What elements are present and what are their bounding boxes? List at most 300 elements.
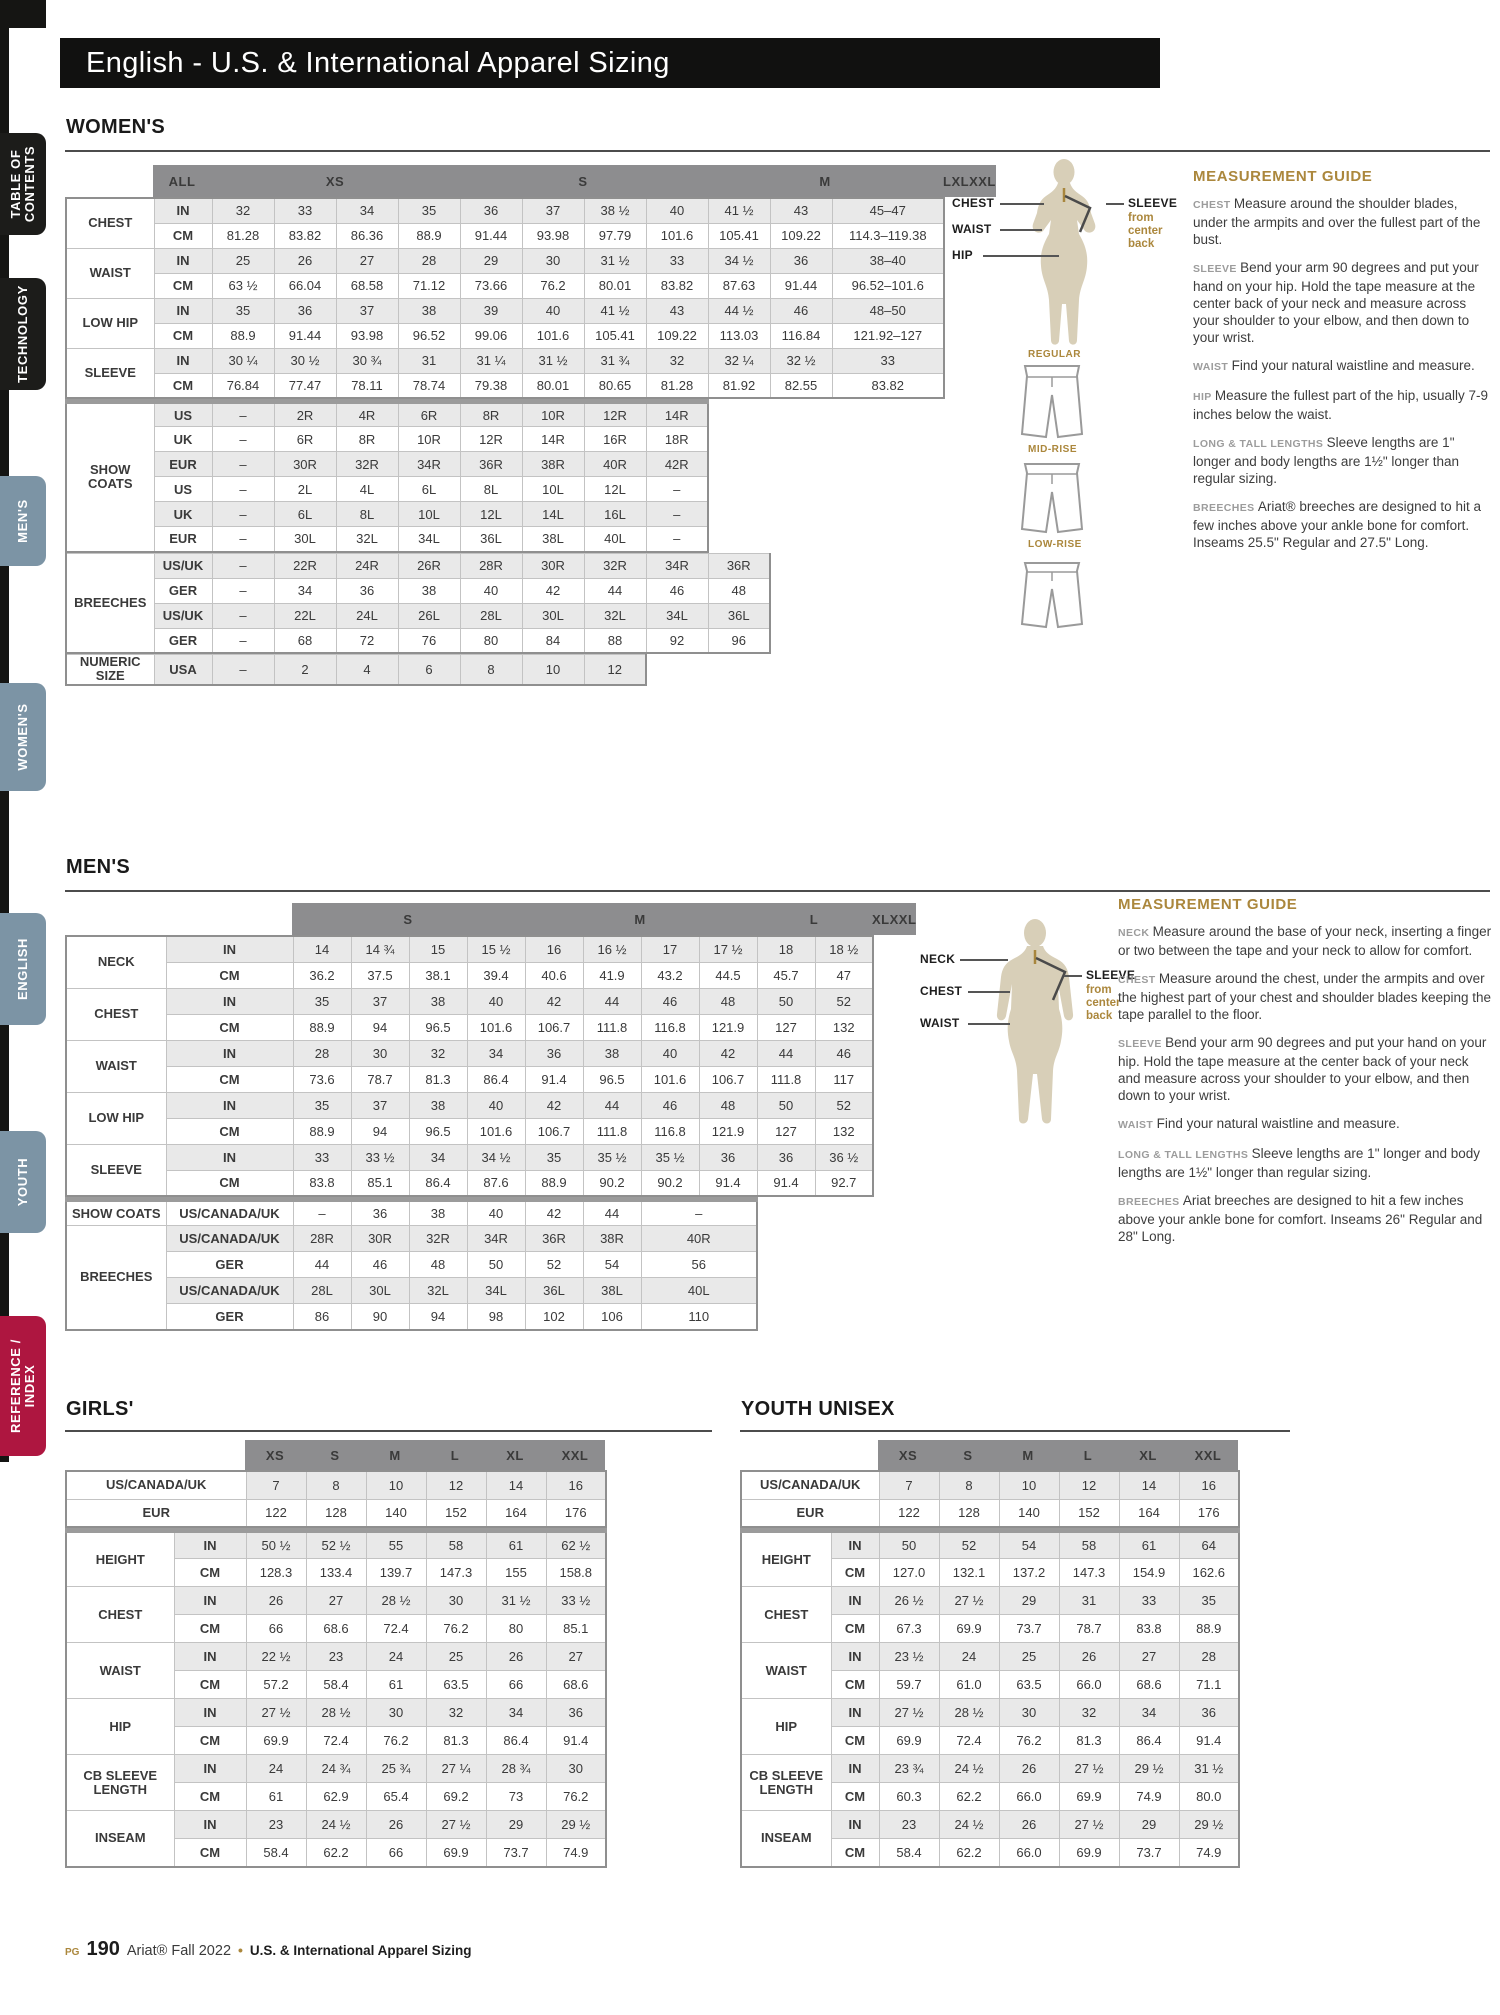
guide-entry: SLEEVE Bend your arm 90 degrees and put your hand on your hip. Hold the tape measure at the center back of your neck and measure across your shoulder to your elbow, and then down to your wrist.: [1193, 260, 1479, 345]
size-header-spacer: [65, 165, 153, 197]
size-value: 37.5: [351, 962, 409, 988]
size-value: 32L: [584, 603, 646, 628]
size-value: 88.9: [1179, 1615, 1239, 1643]
size-value: 7: [879, 1471, 939, 1499]
size-value: 44.5: [699, 962, 757, 988]
size-value: 62.2: [939, 1839, 999, 1867]
sidebar-tab-english[interactable]: [0, 913, 46, 1025]
guide-term: WAIST: [1193, 361, 1232, 373]
size-header-m: M: [365, 1440, 425, 1470]
size-value: 72: [336, 628, 398, 653]
row-label: BREECHES: [66, 553, 154, 653]
size-value: 36L: [460, 527, 522, 552]
sidebar-tab-men-s[interactable]: [0, 476, 46, 566]
unit-label: IN: [831, 1531, 879, 1559]
size-value: 139.7: [366, 1559, 426, 1587]
size-value: 30 ¾: [336, 348, 398, 373]
size-value: 36L: [708, 603, 770, 628]
size-header-xl: XL: [951, 165, 969, 197]
unit-label: IN: [831, 1811, 879, 1839]
size-value: 92: [646, 628, 708, 653]
size-value: 18R: [646, 427, 708, 452]
size-value: 40: [467, 988, 525, 1014]
size-header-xs: XS: [245, 1440, 305, 1470]
unit-label: UK: [154, 502, 212, 527]
row-label: LOW HIP: [66, 298, 154, 348]
size-value: 164: [1119, 1499, 1179, 1527]
size-value: 10: [522, 655, 584, 685]
size-value: 31 ½: [486, 1587, 546, 1615]
unit-label: GER: [166, 1252, 293, 1278]
size-value: 99.06: [460, 323, 522, 348]
size-value: 36R: [525, 1226, 583, 1252]
sidebar-tab-table-of-contents[interactable]: [0, 133, 46, 235]
row-label: WAIST: [66, 1040, 166, 1092]
size-value: 106.7: [525, 1014, 583, 1040]
size-value: 98: [467, 1304, 525, 1330]
size-value: 140: [366, 1499, 426, 1527]
size-value: 27 ½: [1059, 1755, 1119, 1783]
size-value: 96.52: [398, 323, 460, 348]
size-value: 35: [525, 1144, 583, 1170]
size-header-s: S: [305, 1440, 365, 1470]
sidebar-tab-label: TABLE OF CONTENTS: [8, 145, 37, 223]
size-value: 41 ½: [584, 298, 646, 323]
size-value: 38.1: [409, 962, 467, 988]
size-value: 65.4: [366, 1783, 426, 1811]
waist-pointer-line: [1000, 229, 1042, 231]
row-label: US/CANADA/UK: [741, 1471, 879, 1499]
size-value: 34: [486, 1699, 546, 1727]
unit-label: EUR: [154, 527, 212, 552]
youth-size-table: [740, 1440, 1240, 1868]
size-value: 10: [999, 1471, 1059, 1499]
size-value: 86.4: [467, 1066, 525, 1092]
size-value: 113.03: [708, 323, 770, 348]
unit-label: CM: [174, 1559, 246, 1587]
row-label: HEIGHT: [741, 1531, 831, 1587]
size-value: 81.3: [409, 1066, 467, 1092]
pants-label-mid-rise: MID-RISE: [1028, 444, 1077, 455]
row-label: HIP: [66, 1699, 174, 1755]
size-value: 12L: [460, 502, 522, 527]
size-value: 121.9: [699, 1014, 757, 1040]
size-value: 80.0: [1179, 1783, 1239, 1811]
size-value: 91.4: [546, 1727, 606, 1755]
unit-label: IN: [166, 1092, 293, 1118]
mens-section-title: MEN'S: [66, 856, 131, 878]
size-value: 34R: [398, 452, 460, 477]
size-value: 55: [366, 1531, 426, 1559]
size-value: 106.7: [699, 1066, 757, 1092]
size-value: 34L: [646, 603, 708, 628]
size-value: 152: [1059, 1499, 1119, 1527]
size-value: 30: [999, 1699, 1059, 1727]
size-value: 40: [646, 198, 708, 223]
size-value: 34R: [646, 553, 708, 578]
unit-label: EUR: [154, 452, 212, 477]
row-label: WAIST: [66, 248, 154, 298]
size-value: 26 ½: [879, 1587, 939, 1615]
size-value: 68: [274, 628, 336, 653]
size-value: 176: [1179, 1499, 1239, 1527]
size-value: 76: [398, 628, 460, 653]
size-header-xl: XL: [485, 1440, 545, 1470]
size-value: 26: [1059, 1643, 1119, 1671]
size-value: 30R: [522, 553, 584, 578]
size-value: 37: [522, 198, 584, 223]
size-value: 28: [1179, 1643, 1239, 1671]
size-value: 35 ½: [641, 1144, 699, 1170]
size-value: 26: [246, 1587, 306, 1615]
size-value: 2R: [274, 402, 336, 427]
size-value: 73.6: [293, 1066, 351, 1092]
size-value: 96.52–101.6: [832, 273, 944, 298]
size-value: 158.8: [546, 1559, 606, 1587]
low-rise-pants-icon: [1016, 551, 1088, 631]
size-value: 74.9: [1179, 1839, 1239, 1867]
size-value: 27: [306, 1587, 366, 1615]
unit-label: IN: [166, 1040, 293, 1066]
size-value: 66.0: [1059, 1671, 1119, 1699]
size-value: 114.3–119.38: [832, 223, 944, 248]
size-value: 23: [246, 1811, 306, 1839]
size-value: 6L: [274, 502, 336, 527]
size-value: 38: [409, 1092, 467, 1118]
figure-label-hip: HIP: [952, 248, 973, 262]
size-value: 73.7: [486, 1839, 546, 1867]
size-value: 85.1: [351, 1170, 409, 1196]
size-value: 15: [409, 936, 467, 962]
neck-pointer-line: [960, 959, 1008, 961]
size-value: 18 ½: [815, 936, 873, 962]
row-label: CHEST: [66, 198, 154, 248]
size-value: 81.28: [646, 373, 708, 398]
size-value: 50: [879, 1531, 939, 1559]
size-value: 132.1: [939, 1559, 999, 1587]
size-value: 164: [486, 1499, 546, 1527]
size-value: 46: [815, 1040, 873, 1066]
size-value: 72.4: [939, 1727, 999, 1755]
unit-label: CM: [831, 1671, 879, 1699]
size-value: 34L: [467, 1278, 525, 1304]
size-value: 36: [460, 198, 522, 223]
unit-label: IN: [154, 348, 212, 373]
size-value: 176: [546, 1499, 606, 1527]
size-value: 30R: [351, 1226, 409, 1252]
unit-label: US/CANADA/UK: [166, 1278, 293, 1304]
unit-label: CM: [174, 1839, 246, 1867]
row-label: SHOW COATS: [66, 1200, 166, 1226]
size-value: 50 ½: [246, 1531, 306, 1559]
size-value: 52: [815, 1092, 873, 1118]
size-value: 30L: [522, 603, 584, 628]
size-value: 31 ½: [522, 348, 584, 373]
row-label: NECK: [66, 936, 166, 988]
size-value: 32R: [336, 452, 398, 477]
size-value: 61: [1119, 1531, 1179, 1559]
unit-label: CM: [166, 1066, 293, 1092]
size-value: 12L: [584, 477, 646, 502]
size-header-s: S: [292, 903, 524, 935]
size-value: 8: [939, 1471, 999, 1499]
size-value: 26: [999, 1811, 1059, 1839]
size-value: 22 ½: [246, 1643, 306, 1671]
size-value: 90.2: [641, 1170, 699, 1196]
row-label: SLEEVE: [66, 1144, 166, 1196]
size-value: 155: [486, 1559, 546, 1587]
size-value: 42R: [646, 452, 708, 477]
size-value: 16L: [584, 502, 646, 527]
size-value: 128.3: [246, 1559, 306, 1587]
size-value: 80: [460, 628, 522, 653]
page-corner-block: [0, 0, 46, 28]
size-value: 101.6: [522, 323, 584, 348]
size-value: 36: [770, 248, 832, 273]
size-value: 40R: [584, 452, 646, 477]
size-value: 76.2: [999, 1727, 1059, 1755]
sidebar-tab-women-s[interactable]: [0, 683, 46, 791]
size-header-xl: XL: [1118, 1440, 1178, 1470]
sidebar-tab-label: MEN'S: [15, 499, 30, 543]
size-value: 147.3: [426, 1559, 486, 1587]
size-header-xxl: XXL: [969, 165, 996, 197]
size-value: 47: [815, 962, 873, 988]
size-value: 117: [815, 1066, 873, 1092]
size-value: 162.6: [1179, 1559, 1239, 1587]
size-value: 73.66: [460, 273, 522, 298]
sidebar-tab-youth[interactable]: [0, 1131, 46, 1233]
size-value: 22R: [274, 553, 336, 578]
size-header-l: L: [425, 1440, 485, 1470]
size-value: 37: [351, 1092, 409, 1118]
guide-term: NECK: [1118, 927, 1153, 939]
size-value: 10L: [398, 502, 460, 527]
size-value: 26L: [398, 603, 460, 628]
unit-label: CM: [154, 273, 212, 298]
size-value: 83.8: [293, 1170, 351, 1196]
size-value: 102: [525, 1304, 583, 1330]
sidebar-tab-label: ENGLISH: [15, 938, 30, 1000]
size-value: 14: [486, 1471, 546, 1499]
size-value: 36: [351, 1200, 409, 1226]
chest-pointer-line: [1000, 203, 1044, 205]
size-value: 78.7: [1059, 1615, 1119, 1643]
size-value: 101.6: [467, 1118, 525, 1144]
size-value: 71.12: [398, 273, 460, 298]
row-label: HIP: [741, 1699, 831, 1755]
size-value: 40: [522, 298, 584, 323]
size-value: 25: [426, 1643, 486, 1671]
size-value: 31 ½: [584, 248, 646, 273]
size-value: 86.4: [409, 1170, 467, 1196]
size-value: 78.7: [351, 1066, 409, 1092]
size-value: 96.5: [583, 1066, 641, 1092]
size-value: 4L: [336, 477, 398, 502]
size-value: 37: [351, 988, 409, 1014]
mid-rise-pants-icon: [1016, 456, 1088, 536]
size-value: 26: [999, 1755, 1059, 1783]
size-value: 32: [426, 1699, 486, 1727]
size-value: 17: [641, 936, 699, 962]
size-value: 111.8: [583, 1118, 641, 1144]
size-header-m: M: [524, 903, 756, 935]
waist-pointer-line: [968, 1023, 1010, 1025]
size-value: 43.2: [641, 962, 699, 988]
figure-label-waist: WAIST: [920, 1016, 960, 1030]
size-value: 61: [486, 1531, 546, 1559]
size-value: 62.2: [306, 1839, 366, 1867]
size-value: 44: [583, 988, 641, 1014]
regular-rise-pants-icon: [1016, 361, 1088, 441]
size-value: 110: [641, 1304, 757, 1330]
size-value: 48: [699, 1092, 757, 1118]
size-value: 32R: [584, 553, 646, 578]
size-value: 44 ½: [708, 298, 770, 323]
chest-pointer-line: [968, 991, 1010, 993]
size-value: 36R: [708, 553, 770, 578]
size-value: 10R: [522, 402, 584, 427]
size-value: 15 ½: [467, 936, 525, 962]
sidebar-tab-reference-index[interactable]: [0, 1316, 46, 1456]
sidebar-tab-label: REFERENCE / INDEX: [8, 1338, 37, 1434]
size-value: 16: [525, 936, 583, 962]
size-value: 60.3: [879, 1783, 939, 1811]
size-value: 111.8: [583, 1014, 641, 1040]
size-value: 30 ¼: [212, 348, 274, 373]
size-value: 66.0: [999, 1783, 1059, 1811]
size-value: 77.47: [274, 373, 336, 398]
size-value: 106.7: [525, 1118, 583, 1144]
size-value: 38: [409, 988, 467, 1014]
size-value: 122: [246, 1499, 306, 1527]
guide-entry: BREECHES Ariat breeches are designed to hit a few inches above your ankle bone for comfort. Inseams 26" Regular and 28" Long.: [1118, 1193, 1483, 1244]
size-value: 46: [351, 1252, 409, 1278]
size-value: 38R: [583, 1226, 641, 1252]
size-value: 2: [274, 655, 336, 685]
size-value: 31: [1059, 1587, 1119, 1615]
size-value: 28L: [460, 603, 522, 628]
figure-label-neck: NECK: [920, 952, 956, 966]
size-value: 38: [398, 578, 460, 603]
size-value: 84: [522, 628, 584, 653]
size-value: 42: [525, 988, 583, 1014]
size-value: 23: [306, 1643, 366, 1671]
unit-label: IN: [174, 1531, 246, 1559]
size-value: 140: [999, 1499, 1059, 1527]
guide-entry: LONG & TALL LENGTHS Sleeve lengths are 1" longer and body lengths are 1½" longer than regular sizing.: [1118, 1146, 1481, 1180]
size-value: 66.04: [274, 273, 336, 298]
size-value: 35: [293, 1092, 351, 1118]
row-label: SHOW COATS: [66, 402, 154, 552]
size-value: 91.4: [757, 1170, 815, 1196]
mens-guide-title: MEASUREMENT GUIDE: [1118, 896, 1298, 913]
size-value: 62.9: [306, 1783, 366, 1811]
unit-label: IN: [154, 298, 212, 323]
size-value: 73.7: [1119, 1839, 1179, 1867]
row-label: CHEST: [66, 988, 166, 1040]
size-value: 30 ½: [274, 348, 336, 373]
size-value: 31 ¾: [584, 348, 646, 373]
size-value: 127: [757, 1118, 815, 1144]
size-value: 31 ¼: [460, 348, 522, 373]
size-header-xxl: XXL: [545, 1440, 605, 1470]
size-value: 62 ½: [546, 1531, 606, 1559]
footer-bullet-icon: •: [238, 1942, 243, 1958]
size-value: 30: [522, 248, 584, 273]
size-value: 50: [757, 988, 815, 1014]
youth-section-rule: [740, 1430, 1290, 1432]
size-value: 28 ¾: [486, 1755, 546, 1783]
size-value: 29 ½: [1119, 1755, 1179, 1783]
size-value: 91.44: [770, 273, 832, 298]
row-label: WAIST: [66, 1643, 174, 1699]
size-value: 38: [409, 1200, 467, 1226]
size-value: 38L: [583, 1278, 641, 1304]
row-label: NUMERIC SIZE: [66, 655, 154, 685]
size-value: 26: [486, 1643, 546, 1671]
size-value: 28R: [460, 553, 522, 578]
size-value: 32L: [336, 527, 398, 552]
size-value: 17 ½: [699, 936, 757, 962]
size-value: 68.6: [1119, 1671, 1179, 1699]
size-value: 41.9: [583, 962, 641, 988]
size-value: 42: [525, 1200, 583, 1226]
unit-label: IN: [831, 1755, 879, 1783]
unit-label: US/UK: [154, 603, 212, 628]
size-value: 93.98: [336, 323, 398, 348]
size-value: 29 ½: [546, 1811, 606, 1839]
size-value: 90.2: [583, 1170, 641, 1196]
hip-pointer-line: [983, 255, 1059, 257]
unit-label: US: [154, 477, 212, 502]
size-value: 66: [246, 1615, 306, 1643]
size-value: 132: [815, 1118, 873, 1144]
size-value: 29: [486, 1811, 546, 1839]
size-value: 36: [336, 578, 398, 603]
size-value: 24 ½: [939, 1755, 999, 1783]
womens-section-rule: [65, 150, 1490, 152]
size-value: 29: [1119, 1811, 1179, 1839]
figure-label-sleeve: SLEEVE: [1086, 968, 1136, 982]
size-value: 46: [646, 578, 708, 603]
size-header-all: ALL: [153, 165, 211, 197]
page-title: English - U.S. & International Apparel Sizing: [86, 47, 670, 79]
size-value: 45.7: [757, 962, 815, 988]
unit-label: GER: [154, 578, 212, 603]
row-label: CHEST: [66, 1587, 174, 1643]
unit-label: IN: [166, 936, 293, 962]
size-value: 36: [274, 298, 336, 323]
size-value: 43: [646, 298, 708, 323]
sidebar-tab-technology[interactable]: [0, 278, 46, 390]
size-value: 46: [770, 298, 832, 323]
size-value: 39.4: [467, 962, 525, 988]
guide-entry: WAIST Find your natural waistline and measure.: [1193, 358, 1475, 373]
size-value: 81.3: [1059, 1727, 1119, 1755]
size-value: 152: [426, 1499, 486, 1527]
row-label: EUR: [66, 1499, 246, 1527]
size-value: 64: [1179, 1531, 1239, 1559]
size-header-xs: XS: [211, 165, 459, 197]
size-value: 82.55: [770, 373, 832, 398]
guide-term: BREECHES: [1193, 502, 1258, 514]
size-value: 4R: [336, 402, 398, 427]
unit-label: CM: [831, 1615, 879, 1643]
size-value: 69.2: [426, 1783, 486, 1811]
mens-section-rule: [65, 890, 1490, 892]
size-value: 36: [546, 1699, 606, 1727]
